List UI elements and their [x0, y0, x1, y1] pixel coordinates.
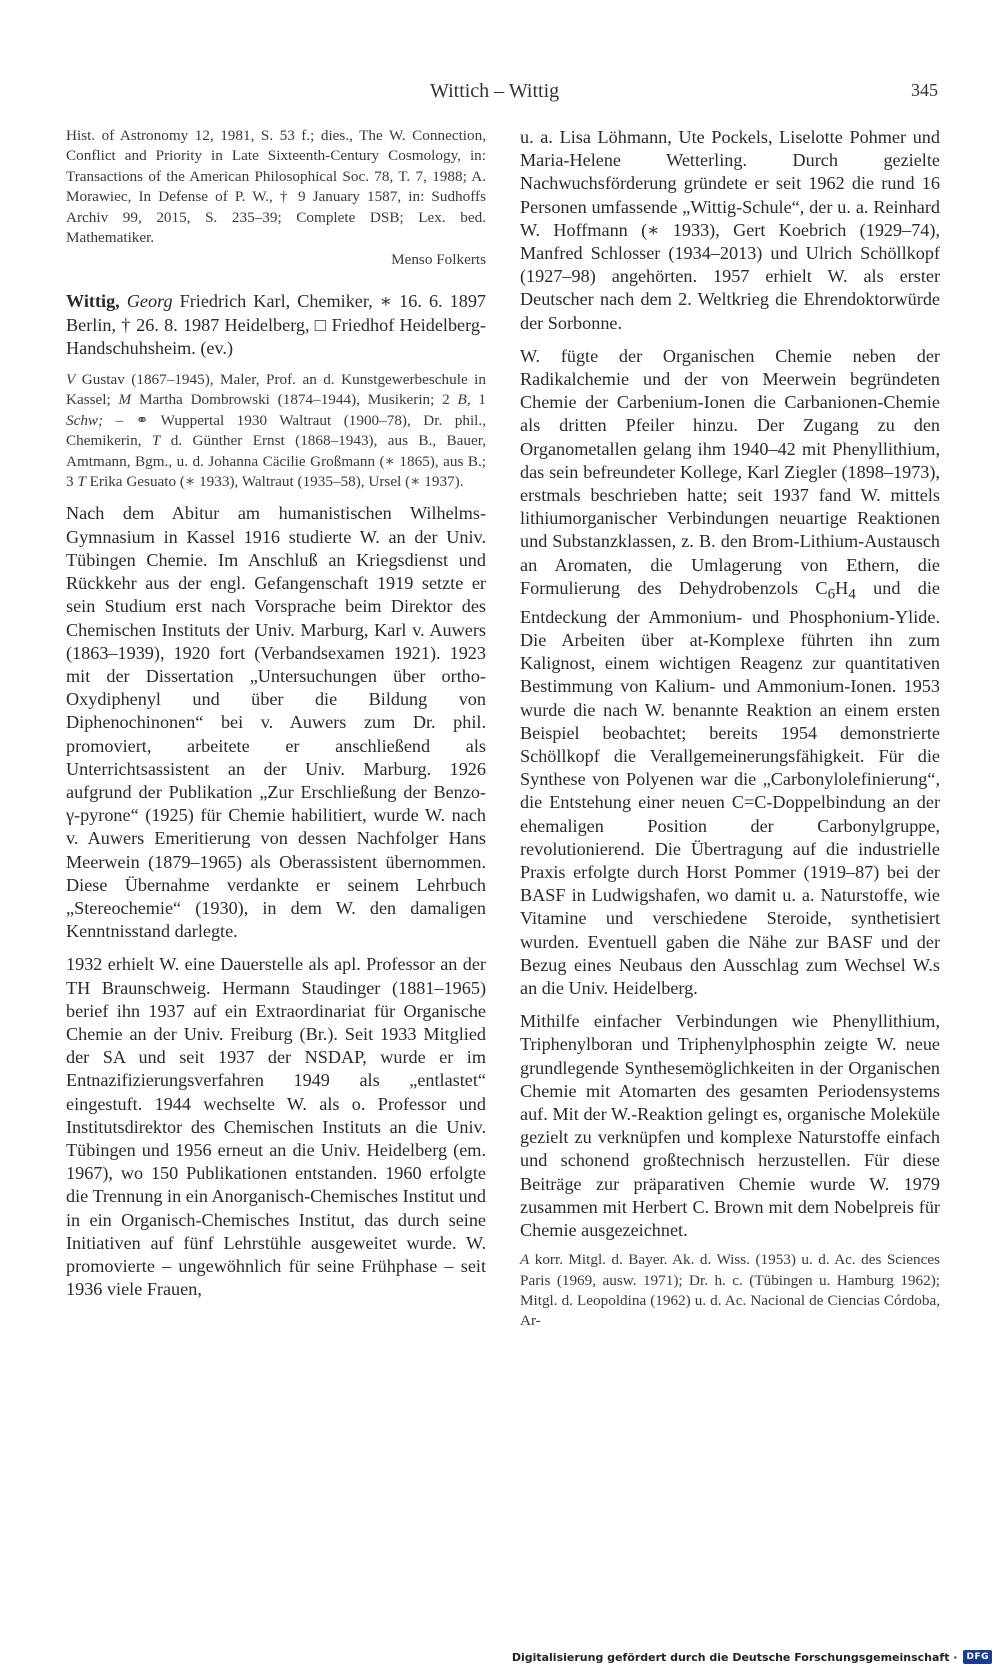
genealogy-brother-sym: B, [457, 391, 471, 409]
entry-heading-rest: Friedrich Karl, Chemiker, ∗ 16. 6. 1897 Berlin, † 26. 8. 1987 Heidelberg, □ Friedhof Heidelberg-Handschuhsheim. (ev.) [66, 291, 487, 358]
genealogy-text: 1 [470, 391, 487, 409]
genealogy-text: d. Günther Ernst (1868–1943), aus B., Bauer, Amtmann, Bgm., u. d. Johanna Cäcilie Großmann (∗ 1865), aus B.; 3 [66, 432, 486, 491]
paragraph-biography-2: 1932 erhielt W. eine Dauerstelle als apl. Professor an der TH Braunschweig. Hermann Staudinger (1881–1965) berief ihn 1937 auf ein Extraordinariat für Organische Chemie an der Univ. Freiburg (Br.). Seit 1933 Mitglied der SA und seit 1937 der NSDAP, wurde er im Entnazifizierungsverfahren 1949 als „entlastet“ eingestuft. 1944 wechselte W. als o. Professor und Institutsdirektor des Chemischen Instituts an die Univ. Tübingen und 1956 erneut an die Univ. Heidelberg (em. 1967), wo 150 Publikationen entstanden. 1960 erfolgte die Trennung in ein Anorganisch-Chemisches Institut und in ein Organisch-Chemisches Institut, das durch seine Initiativen auf fünf Lehrstühle ausgeweitet wurde. W. promovierte – ungewöhnlich für seine Frühphase – seit 1936 viele Frauen, [66, 954, 486, 1300]
genealogy-sister-sym: Schw; [66, 411, 104, 429]
genealogy-text: Martha Dombrowski (1874–1944), Musikerin; 2 [131, 391, 458, 409]
genealogy-mother-sym: M [118, 391, 132, 409]
page-number: 345 [911, 80, 938, 100]
dfg-logo: DFG [963, 1650, 992, 1664]
paragraph-text: H [835, 577, 849, 598]
previous-entry-author: Menso Folkerts [391, 251, 486, 269]
subscript: 4 [848, 585, 856, 603]
subscript: 6 [827, 585, 836, 603]
digitization-footer [512, 1647, 992, 1667]
running-head: Wittich – Wittig [430, 80, 560, 102]
paragraph-biography-3: u. a. Lisa Löhmann, Ute Pockels, Liselotte Pohmer und Maria-Helene Wetterling. Durch gezielte Nachwuchsförderung gründete er seit 1962 die rund 16 Personen umfassende „Wittig-Schule“, der u. a. Reinhard W. Hoffmann (∗ 1933), Gert Koebrich (1929–74), Manfred Schlosser (1934–2013) und Ulrich Schöllkopf (1927–98) angehörten. 1957 erhielt W. als erster Deutscher nach dem 2. Weltkrieg die Ehrendoktorwürde der Sorbonne. [520, 127, 940, 333]
genealogy-text: Erika Gesuato (∗ 1933), Waltraut (1935–58), Ursel (∗ 1937). [85, 473, 464, 491]
genealogy-text: – ⚭ Wuppertal 1930 Waltraut (1900–78), Dr. phil., Chemikerin, [66, 411, 486, 450]
paragraph-biography-1: Nach dem Abitur am humanistischen Wilhelms-Gymnasium in Kassel 1916 studierte W. an der Univ. Tübingen Chemie. Im Anschluß an Kriegsdienst und Rückkehr aus der engl. Gefangenschaft 1919 setzte er sein Studium erst nach Vorsprache beim Direktor des Chemischen Instituts der Univ. Marburg, Karl v. Auwers (1863–1939), 1920 fort (Verbandsexamen 1921). 1923 mit der Dissertation „Untersuchungen über ortho-Oxydiphenyl und über die Bildung von Diphenochinonen“ bei v. Auwers zum Dr. phil. promoviert, arbeitete er anschließend als Unterrichtsassistent an der Univ. Marburg. 1926 aufgrund der Publikation „Zur Erschließung der Benzo-γ-pyrone“ (1925) für Chemie habilitiert, wurde W. nach v. Auwers Emeritierung von dessen Nachfolger Hans Meerwein (1879–1965) als Oberassistent übernommen. Diese Übernahme verdankte er seinem Lehrbuch „Stereochemie“ (1930), in dem W. den damaligen Kenntnisstand darlegte. [66, 503, 486, 942]
previous-entry-references: Hist. of Astronomy 12, 1981, S. 53 f.; dies., The W. Connection, Conflict and Priority in Late Sixteenth-Century Cosmology, in: Transactions of the American Philosophical Soc. 78, T. 7, 1988; A. Morawiec, In Defense of P. W., † 9 January 1587, in: Sudhoffs Archiv 99, 2015, S. 235–39; Complete DSB; Lex. bed. Mathematiker. [66, 127, 486, 247]
entry-given-name: Georg [126, 291, 173, 312]
footer-text: Digitalisierung gefördert durch die Deutsche Forschungsgemeinschaft · [511, 1650, 958, 1664]
right-column [520, 126, 940, 1332]
awards-text: korr. Mitgl. d. Bayer. Ak. d. Wiss. (1953) u. d. Ac. des Sciences Paris (1969, ausw. 1971); Dr. h. c. (Tübingen u. Hamburg 1962); Mitgl. d. Leopoldina (1962) u. d. Ac. Nacional de Ciencias Córdoba, Ar- [520, 1251, 940, 1330]
entry-surname: Wittig, [66, 291, 120, 312]
paragraph-text: W. fügte der Organischen Chemie neben der Radikalchemie und der von Meerwein begründeten Chemie der Carbenium-Ionen die Carbanionen-Chemie als dritten Pfeiler hinzu. Der Zugang zu den Organometallen gelang ihm 1940–42 mit Phenyllithium, das sein befreundeter Kollege, Karl Ziegler (1898–1973), erstmals beschrieben hatte; seit 1937 fand W. mittels lithiumorganischer Verbindungen neuartige Reaktionen und Substanzklassen, z. B. den Brom-Lithium-Austausch an Aromaten, die Umlagerung von Ethern, die Formulierung des Dehydrobenzols C [520, 345, 940, 598]
genealogy-daughter-sym: T [77, 473, 86, 491]
awards-sym: A [520, 1251, 530, 1269]
entry-heading [66, 290, 486, 360]
awards-block [520, 1250, 940, 1332]
genealogy-text: Gustav (1867–1945), Maler, Prof. an d. Kunstgewerbeschule in Kassel; [66, 371, 486, 409]
genealogy-daughter-sym: T [151, 432, 161, 450]
page-header [0, 80, 1000, 110]
paragraph-biography-5: Mithilfe einfacher Verbindungen wie Phenyllithium, Triphenylboran und Triphenylphosphin zeigte W. neue grundlegende Synthesemöglichkeiten in der Organischen Chemie mit Atomarten des gesamten Periodensystems auf. Mit der W.-Reaktion gelingt es, organische Moleküle gezielt zu verknüpfen und komplexe Naturstoffe einfach und schonend großtechnisch herzustellen. Für diese Beiträge zur präparativen Chemie wurde W. 1979 zusammen mit Herbert C. Brown mit dem Nobelpreis für Chemie ausgezeichnet. [520, 1011, 940, 1240]
paragraph-text: und die Entdeckung der Ammonium- und Phosphonium-Ylide. Die Arbeiten über at-Komplexe führten ihn zum Kalignost, einem wichtigen Reagenz zur quantitativen Bestimmung von Kalium- und Ammonium-Ionen. 1953 wurde die nach W. benannte Reaktion an einem ersten Beispiel beobachtet; bereits 1954 demonstrierte Schöllkopf die Verallgemeinerungsfähigkeit. Für die Synthese von Polyenen war die „Carbonylolefinierung“, die Entstehung einer neuen C=C-Doppelbindung an der ehemaligen Position der Carbonylgruppe, revolutionierend. Die Übertragung auf die industrielle Praxis erfolgte durch Horst Pommer (1919–87) bei der BASF in Ludwigshafen, wo damit u. a. Naturstoffe, wie Vitamine und verschiedene Steroide, synthetisiert wurden. Eventuell gaben die Nähe zur BASF und der Bezug eines Neubaus den Ausschlag zum Wechsel W.s an die Univ. Heidelberg. [520, 577, 940, 998]
left-column [66, 126, 486, 1301]
paragraph-biography-4 [520, 345, 940, 1000]
genealogy-father-sym: V [66, 371, 76, 389]
genealogy-block [66, 370, 486, 492]
